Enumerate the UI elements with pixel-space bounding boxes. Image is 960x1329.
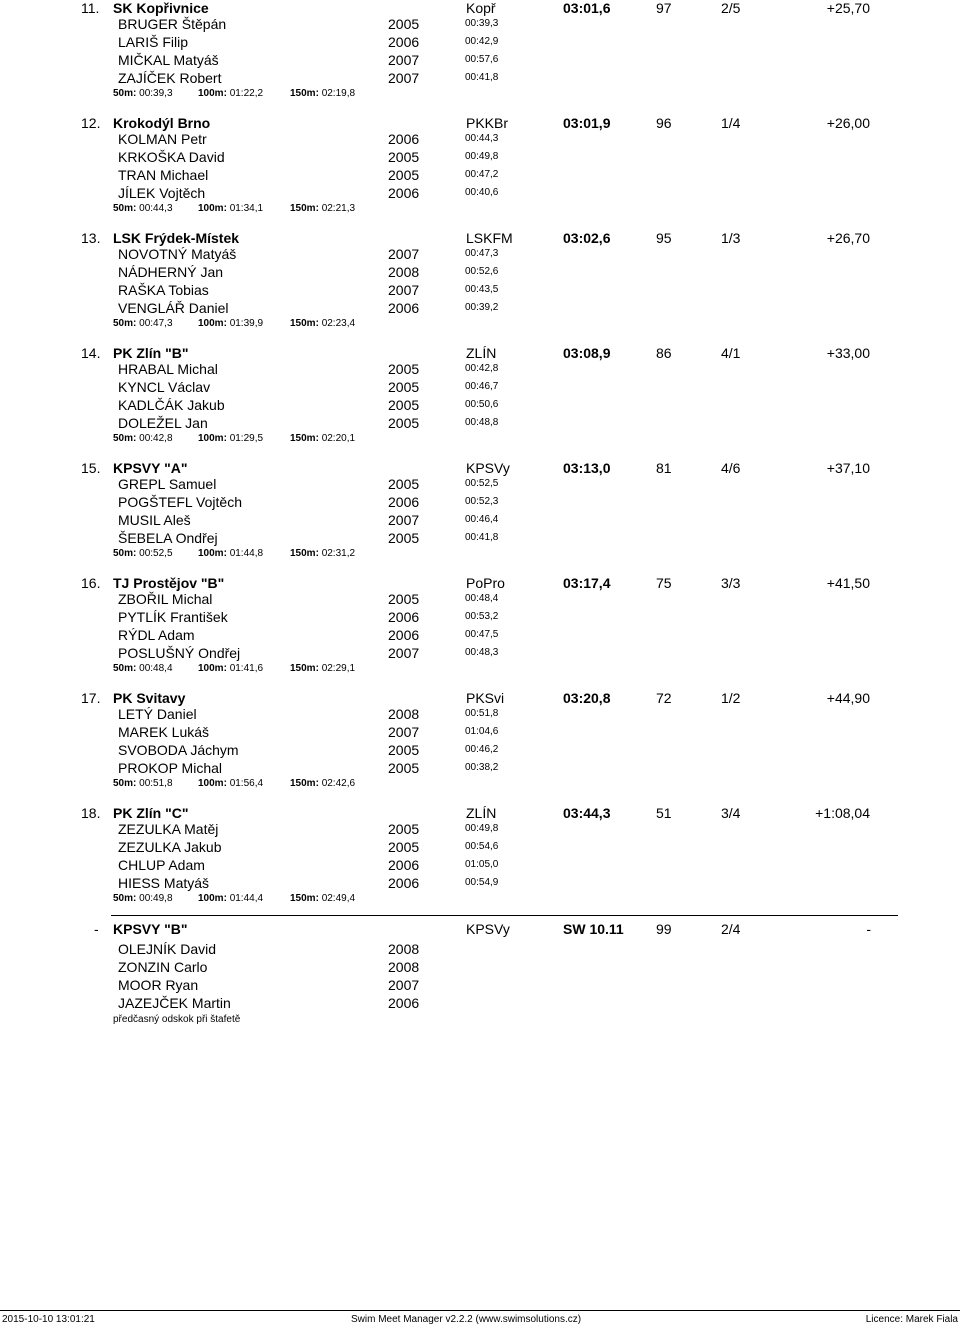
team-heat: 4/1 — [721, 345, 741, 361]
swimmer-year: 2005 — [388, 821, 420, 837]
team-place: - — [94, 921, 99, 937]
split-150m — [290, 778, 355, 789]
split-50m-value: 00:52,5 — [139, 548, 173, 559]
swimmer-name: KOLMAN Petr — [118, 131, 207, 147]
team-block — [0, 230, 960, 344]
team-difference: +25,70 — [826, 0, 870, 16]
team-club: KPSVy — [466, 460, 510, 476]
team-heat: 3/3 — [721, 575, 741, 591]
disqualified-team — [0, 921, 960, 1035]
team-result: 03:02,6 — [563, 230, 611, 246]
swimmer-row — [0, 609, 960, 627]
team-difference: +37,10 — [826, 460, 870, 476]
split-100m — [198, 318, 263, 329]
split-100m-value: 01:44,8 — [229, 548, 264, 559]
team-points: 72 — [656, 690, 672, 706]
team-result: 03:01,9 — [563, 115, 611, 131]
swimmer-year: 2006 — [388, 300, 420, 316]
split-50m — [113, 893, 173, 904]
swimmer-year: 2006 — [388, 857, 420, 873]
split-50m-value: 00:42,8 — [139, 433, 173, 444]
swimmer-split: 00:47,5 — [465, 629, 499, 640]
team-result: 03:44,3 — [563, 805, 611, 821]
team-club: PoPro — [466, 575, 505, 591]
swimmer-year: 2005 — [388, 379, 420, 395]
swimmer-year: 2006 — [388, 494, 420, 510]
split-50m-label: 50m: — [113, 663, 137, 674]
split-150m-label: 150m: — [290, 203, 319, 214]
team-result: 03:08,9 — [563, 345, 611, 361]
split-50m-label: 50m: — [113, 318, 137, 329]
swimmer-split: 01:05,0 — [465, 859, 499, 870]
split-50m-value: 00:47,3 — [139, 318, 173, 329]
swimmer-row — [0, 282, 960, 300]
cumulative-splits — [0, 893, 960, 907]
team-place: 12. — [81, 115, 101, 131]
swimmer-row — [0, 857, 960, 875]
swimmer-split: 00:42,9 — [465, 36, 499, 47]
team-club: PKKBr — [466, 115, 509, 131]
split-50m — [113, 548, 173, 559]
team-difference: - — [866, 921, 871, 937]
swimmer-name: TRAN Michael — [118, 167, 209, 183]
split-150m-value: 02:23,4 — [321, 318, 356, 329]
swimmer-year: 2005 — [388, 839, 420, 855]
split-100m — [198, 548, 263, 559]
team-name: TJ Prostějov "B" — [113, 575, 225, 591]
split-150m-label: 150m: — [290, 893, 319, 904]
footer-divider — [0, 1310, 960, 1311]
team-block — [0, 805, 960, 919]
swimmer-name: MAREK Lukáš — [118, 724, 210, 740]
team-block — [0, 460, 960, 574]
swimmer-name: OLEJNÍK David — [118, 941, 217, 957]
swimmer-name: HIESS Matyáš — [118, 875, 210, 891]
swimmer-row — [0, 149, 960, 167]
swimmer-name: KYNCL Václav — [118, 379, 211, 395]
swimmer-name: PROKOP Michal — [118, 760, 222, 776]
swimmer-year: 2006 — [388, 627, 420, 643]
team-block — [0, 0, 960, 114]
split-50m — [113, 88, 173, 99]
split-100m-label: 100m: — [198, 433, 227, 444]
swimmer-split: 00:48,8 — [465, 417, 499, 428]
swimmer-year: 2005 — [388, 16, 420, 32]
swimmer-name: LARIŠ Filip — [118, 34, 189, 50]
split-100m-value: 01:41,6 — [229, 663, 264, 674]
split-50m — [113, 778, 173, 789]
split-100m — [198, 778, 263, 789]
footer-datetime: 2015-10-10 13:01:21 — [2, 1314, 95, 1325]
swimmer-split: 00:41,8 — [465, 72, 499, 83]
split-100m-label: 100m: — [198, 663, 227, 674]
swimmer-name: NÁDHERNÝ Jan — [118, 264, 224, 280]
cumulative-splits — [0, 318, 960, 332]
swimmer-row — [0, 959, 960, 977]
split-150m — [290, 893, 355, 904]
split-50m-label: 50m: — [113, 88, 137, 99]
swimmer-year: 2007 — [388, 70, 420, 86]
swimmer-name: LETÝ Daniel — [118, 706, 197, 722]
swimmer-name: HRABAL Michal — [118, 361, 218, 377]
split-50m-value: 00:51,8 — [139, 778, 173, 789]
swimmer-row — [0, 246, 960, 264]
team-points: 95 — [656, 230, 672, 246]
team-place: 13. — [81, 230, 101, 246]
swimmer-split: 00:49,8 — [465, 823, 499, 834]
team-club: ZLÍN — [466, 805, 497, 821]
swimmer-split: 00:51,8 — [465, 708, 499, 719]
swimmer-year: 2005 — [388, 742, 420, 758]
team-result: 03:20,8 — [563, 690, 611, 706]
team-points: 97 — [656, 0, 672, 16]
swimmer-name: RÝDL Adam — [118, 627, 195, 643]
swimmer-row — [0, 52, 960, 70]
team-difference: +33,00 — [826, 345, 870, 361]
swimmer-split: 00:54,9 — [465, 877, 499, 888]
split-150m-label: 150m: — [290, 88, 319, 99]
split-50m — [113, 433, 173, 444]
swimmer-row — [0, 706, 960, 724]
team-name: PK Zlín "C" — [113, 805, 189, 821]
swimmer-row — [0, 131, 960, 149]
swimmer-row — [0, 494, 960, 512]
split-150m — [290, 318, 355, 329]
team-difference: +41,50 — [826, 575, 870, 591]
team-points: 99 — [656, 921, 672, 937]
swimmer-split: 00:50,6 — [465, 399, 499, 410]
swimmer-row — [0, 167, 960, 185]
swimmer-year: 2006 — [388, 875, 420, 891]
split-150m-value: 02:19,8 — [321, 88, 356, 99]
swimmer-row — [0, 476, 960, 494]
team-club: LSKFM — [466, 230, 513, 246]
split-50m-value: 00:44,3 — [139, 203, 173, 214]
split-100m-value: 01:22,2 — [229, 88, 264, 99]
swimmer-name: DOLEŽEL Jan — [118, 415, 208, 431]
swimmer-row — [0, 977, 960, 995]
team-club: KPSVy — [466, 921, 510, 937]
swimmer-year: 2005 — [388, 591, 420, 607]
swimmer-split: 00:41,8 — [465, 532, 499, 543]
swimmer-split: 00:52,5 — [465, 478, 499, 489]
split-150m-value: 02:42,6 — [321, 778, 356, 789]
swimmer-row — [0, 70, 960, 88]
split-50m — [113, 318, 173, 329]
team-header — [0, 921, 960, 939]
swimmer-split: 00:48,3 — [465, 647, 499, 658]
team-points: 86 — [656, 345, 672, 361]
team-name: SK Kopřivnice — [113, 0, 209, 16]
swimmer-split: 00:49,8 — [465, 151, 499, 162]
swimmer-year: 2008 — [388, 264, 420, 280]
swimmer-row — [0, 591, 960, 609]
swimmer-name: MOOR Ryan — [118, 977, 199, 993]
team-name: KPSVY "B" — [113, 921, 188, 937]
team-name: Krokodýl Brno — [113, 115, 211, 131]
disqualification-note: předčasný odskok při štafetě — [113, 1014, 241, 1025]
split-100m — [198, 88, 263, 99]
split-100m-label: 100m: — [198, 318, 227, 329]
swimmer-year: 2006 — [388, 185, 420, 201]
swimmer-row — [0, 742, 960, 760]
split-50m-label: 50m: — [113, 778, 137, 789]
swimmer-row — [0, 379, 960, 397]
team-result: 03:13,0 — [563, 460, 611, 476]
split-100m — [198, 663, 263, 674]
swimmer-row — [0, 512, 960, 530]
swimmer-year: 2006 — [388, 609, 420, 625]
team-place: 16. — [81, 575, 101, 591]
swimmer-year: 2005 — [388, 760, 420, 776]
swimmer-split: 00:42,8 — [465, 363, 499, 374]
team-points: 51 — [656, 805, 672, 821]
team-heat: 1/2 — [721, 690, 741, 706]
swimmer-split: 00:52,3 — [465, 496, 499, 507]
swimmer-name: ZBOŘIL Michal — [118, 591, 213, 607]
swimmer-name: ZEZULKA Matěj — [118, 821, 219, 837]
split-100m — [198, 203, 263, 214]
swimmer-name: ZONZIN Carlo — [118, 959, 208, 975]
split-150m-value: 02:31,2 — [321, 548, 356, 559]
split-50m-value: 00:49,8 — [139, 893, 173, 904]
team-points: 81 — [656, 460, 672, 476]
footer-software: Swim Meet Manager v2.2.2 (www.swimsolutions.cz) — [351, 1314, 582, 1325]
split-150m — [290, 433, 355, 444]
swimmer-row — [0, 264, 960, 282]
team-difference: +26,00 — [826, 115, 870, 131]
swimmer-year: 2005 — [388, 167, 420, 183]
cumulative-splits — [0, 663, 960, 677]
swimmer-year: 2006 — [388, 995, 420, 1011]
team-club: ZLÍN — [466, 345, 497, 361]
swimmer-split: 00:46,7 — [465, 381, 499, 392]
team-place: 14. — [81, 345, 101, 361]
team-place: 11. — [81, 0, 100, 16]
swimmer-row — [0, 941, 960, 959]
split-100m-value: 01:44,4 — [229, 893, 264, 904]
split-50m-label: 50m: — [113, 548, 137, 559]
team-heat: 2/5 — [721, 0, 741, 16]
swimmer-year: 2005 — [388, 530, 420, 546]
split-100m-label: 100m: — [198, 548, 227, 559]
split-50m — [113, 663, 173, 674]
team-place: 18. — [81, 805, 101, 821]
swimmer-year: 2007 — [388, 977, 420, 993]
swimmer-name: ZEZULKA Jakub — [118, 839, 222, 855]
swimmer-year: 2007 — [388, 724, 420, 740]
swimmer-split: 00:46,4 — [465, 514, 499, 525]
team-block — [0, 575, 960, 689]
cumulative-splits — [0, 88, 960, 102]
swimmer-split: 00:43,5 — [465, 284, 499, 295]
team-points: 75 — [656, 575, 672, 591]
split-50m-value: 00:48,4 — [139, 663, 173, 674]
split-150m-label: 150m: — [290, 318, 319, 329]
swimmer-year: 2006 — [388, 131, 420, 147]
swimmer-row — [0, 821, 960, 839]
team-name: PK Svitavy — [113, 690, 186, 706]
team-club: PKSvi — [466, 690, 505, 706]
team-difference: +26,70 — [826, 230, 870, 246]
swimmer-name: ŠEBELA Ondřej — [118, 530, 218, 546]
swimmer-row — [0, 16, 960, 34]
swimmer-year: 2007 — [388, 645, 420, 661]
swimmer-row — [0, 300, 960, 318]
team-difference: +1:08,04 — [815, 805, 870, 821]
cumulative-splits — [0, 203, 960, 217]
swimmer-split: 00:52,6 — [465, 266, 499, 277]
team-name: PK Zlín "B" — [113, 345, 189, 361]
split-50m — [113, 203, 173, 214]
swimmer-row — [0, 875, 960, 893]
split-100m — [198, 893, 263, 904]
swimmer-split: 00:47,2 — [465, 169, 499, 180]
split-150m — [290, 663, 355, 674]
split-150m — [290, 88, 355, 99]
split-100m-value: 01:56,4 — [229, 778, 264, 789]
swimmer-name: MUSIL Aleš — [118, 512, 191, 528]
divider-line — [111, 915, 898, 916]
swimmer-row — [0, 645, 960, 663]
split-50m-label: 50m: — [113, 893, 137, 904]
swimmer-row — [0, 34, 960, 52]
team-heat: 4/6 — [721, 460, 741, 476]
team-heat: 3/4 — [721, 805, 741, 821]
swimmer-split: 00:40,6 — [465, 187, 499, 198]
split-100m-label: 100m: — [198, 893, 227, 904]
swimmer-name: KADLČÁK Jakub — [118, 397, 225, 413]
swimmer-year: 2008 — [388, 959, 420, 975]
team-block — [0, 115, 960, 229]
swimmer-split: 00:54,6 — [465, 841, 499, 852]
team-block — [0, 345, 960, 459]
swimmer-name: NOVOTNÝ Matyáš — [118, 246, 237, 262]
swimmer-split: 00:46,2 — [465, 744, 499, 755]
team-club: Kopř — [466, 0, 496, 16]
swimmer-row — [0, 760, 960, 778]
swimmer-row — [0, 185, 960, 203]
team-result: SW 10.11 — [563, 921, 624, 937]
cumulative-splits — [0, 433, 960, 447]
swimmer-name: KRKOŠKA David — [118, 149, 225, 165]
split-150m-label: 150m: — [290, 433, 319, 444]
team-block — [0, 690, 960, 804]
swimmer-row — [0, 415, 960, 433]
swimmer-year: 2005 — [388, 149, 420, 165]
split-100m — [198, 433, 263, 444]
split-150m — [290, 548, 355, 559]
swimmer-row — [0, 724, 960, 742]
swimmer-name: JAZEJČEK Martin — [118, 995, 231, 1011]
split-150m-value: 02:20,1 — [321, 433, 356, 444]
split-150m-label: 150m: — [290, 663, 319, 674]
swimmer-name: PYTLÍK František — [118, 609, 228, 625]
split-150m-label: 150m: — [290, 778, 319, 789]
split-100m-label: 100m: — [198, 778, 227, 789]
swimmer-year: 2007 — [388, 282, 420, 298]
swimmer-year: 2007 — [388, 52, 420, 68]
swimmer-split: 00:53,2 — [465, 611, 499, 622]
swimmer-row — [0, 627, 960, 645]
swimmer-split: 00:47,3 — [465, 248, 499, 259]
split-50m-label: 50m: — [113, 433, 137, 444]
swimmer-split: 01:04,6 — [465, 726, 499, 737]
team-place: 15. — [81, 460, 101, 476]
swimmer-name: RAŠKA Tobias — [118, 282, 209, 298]
swimmer-year: 2005 — [388, 397, 420, 413]
swimmer-row — [0, 361, 960, 379]
swimmer-name: POSLUŠNÝ Ondřej — [118, 645, 241, 661]
swimmer-year: 2008 — [388, 706, 420, 722]
swimmer-split: 00:57,6 — [465, 54, 499, 65]
swimmer-name: JÍLEK Vojtěch — [118, 185, 206, 201]
swimmer-split: 00:44,3 — [465, 133, 499, 144]
split-100m-label: 100m: — [198, 88, 227, 99]
swimmer-name: VENGLÁŘ Daniel — [118, 300, 229, 316]
swimmer-name: SVOBODA Jáchym — [118, 742, 239, 758]
team-heat: 1/3 — [721, 230, 741, 246]
split-150m-label: 150m: — [290, 548, 319, 559]
swimmer-year: 2007 — [388, 246, 420, 262]
split-50m-label: 50m: — [113, 203, 137, 214]
split-150m-value: 02:29,1 — [321, 663, 356, 674]
team-difference: +44,90 — [826, 690, 870, 706]
swimmer-split: 00:38,2 — [465, 762, 499, 773]
split-100m-label: 100m: — [198, 203, 227, 214]
swimmer-year: 2006 — [388, 34, 420, 50]
swimmer-split: 00:39,2 — [465, 302, 499, 313]
swimmer-split: 00:48,4 — [465, 593, 499, 604]
cumulative-splits — [0, 778, 960, 792]
swimmer-row — [0, 530, 960, 548]
team-result: 03:17,4 — [563, 575, 611, 591]
team-result: 03:01,6 — [563, 0, 611, 16]
swimmer-row — [0, 397, 960, 415]
team-points: 96 — [656, 115, 672, 131]
swimmer-year: 2005 — [388, 415, 420, 431]
split-150m — [290, 203, 355, 214]
swimmer-name: BRUGER Štěpán — [118, 16, 227, 32]
split-100m-value: 01:29,5 — [229, 433, 264, 444]
team-name: LSK Frýdek-Místek — [113, 230, 240, 246]
split-50m-value: 00:39,3 — [139, 88, 173, 99]
swimmer-split: 00:39,3 — [465, 18, 499, 29]
swimmer-name: POGŠTEFL Vojtěch — [118, 494, 242, 510]
swimmer-year: 2008 — [388, 941, 420, 957]
cumulative-splits — [0, 548, 960, 562]
swimmer-year: 2007 — [388, 512, 420, 528]
swimmer-name: ZAJÍČEK Robert — [118, 70, 222, 86]
split-150m-value: 02:21,3 — [321, 203, 356, 214]
swimmer-row — [0, 839, 960, 857]
team-name: KPSVY "A" — [113, 460, 188, 476]
swimmer-name: CHLUP Adam — [118, 857, 205, 873]
swimmer-name: GREPL Samuel — [118, 476, 217, 492]
team-heat: 1/4 — [721, 115, 741, 131]
swimmer-name: MIČKAL Matyáš — [118, 52, 219, 68]
split-100m-value: 01:39,9 — [229, 318, 264, 329]
swimmer-year: 2005 — [388, 476, 420, 492]
team-heat: 2/4 — [721, 921, 741, 937]
split-100m-value: 01:34,1 — [229, 203, 264, 214]
split-150m-value: 02:49,4 — [321, 893, 356, 904]
swimmer-row — [0, 995, 960, 1013]
footer-licence: Licence: Marek Fiala — [865, 1314, 958, 1325]
swimmer-year: 2005 — [388, 361, 420, 377]
team-place: 17. — [81, 690, 101, 706]
